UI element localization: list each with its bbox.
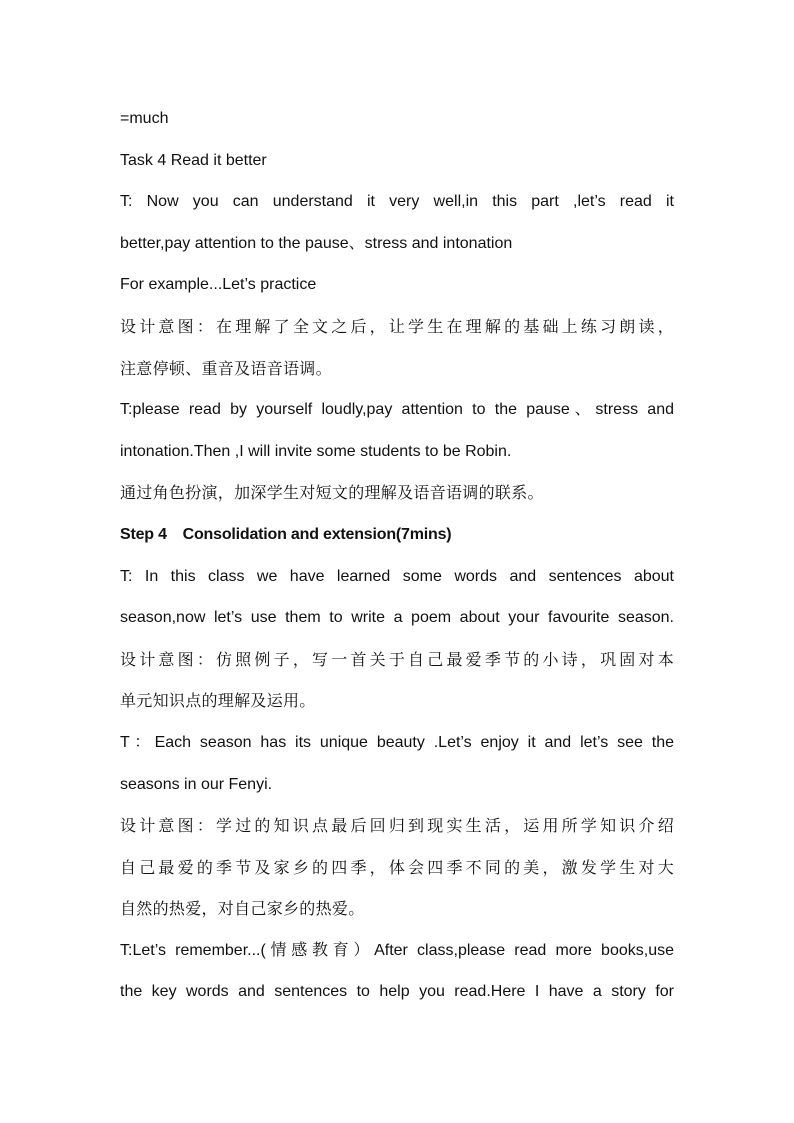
text-line: the key words and sentences to help you read.Here I have a story for xyxy=(120,983,674,1001)
task-heading: Task 4 Read it better xyxy=(120,151,267,169)
design-intent-line: 设计意图：仿照例子，写一首关于自己最爱季节的小诗，巩固对本 xyxy=(120,649,674,669)
text-line: T:please read by yourself loudly,pay attention to the pause、stress and xyxy=(120,401,674,419)
text-line: season,now let’s use them to write a poem about your favourite season. xyxy=(120,609,674,627)
design-intent-line: 自然的热爱，对自己家乡的热爱。 xyxy=(120,899,365,919)
text-line: intonation.Then ,I will invite some students to be Robin. xyxy=(120,442,512,460)
text-line: seasons in our Fenyi. xyxy=(120,775,273,793)
design-intent-line: 自己最爱的季节及家乡的四季，体会四季不同的美，激发学生对大 xyxy=(120,857,674,877)
text-line: T:Let’s remember...(情感教育）After class,please read more books,use xyxy=(120,941,674,959)
chinese-note-line: 通过角色扮演，加深学生对短文的理解及语音语调的联系。 xyxy=(120,483,544,503)
text-line: For example...Let’s practice xyxy=(120,276,317,294)
text-line: T：Each season has its unique beauty .Let’s enjoy it and let’s see the xyxy=(120,733,674,751)
step-heading: Step 4 Consolidation and extension(7mins) xyxy=(120,525,452,543)
design-intent-line: 设计意图：在理解了全文之后，让学生在理解的基础上练习朗读， xyxy=(120,316,674,336)
text-line: T: In this class we have learned some words and sentences about xyxy=(120,567,674,585)
text-line: T: Now you can understand it very well,in this part ,let’s read it xyxy=(120,193,674,211)
document-body xyxy=(120,98,674,1013)
design-intent-line: 注意停顿、重音及语音语调。 xyxy=(120,358,332,378)
design-intent-line: 单元知识点的理解及运用。 xyxy=(120,691,316,711)
design-intent-line: 设计意图：学过的知识点最后回归到现实生活，运用所学知识介绍 xyxy=(120,816,674,836)
text-line: =much xyxy=(120,110,169,127)
text-line: better,pay attention to the pause、stress and intonation xyxy=(120,234,513,252)
